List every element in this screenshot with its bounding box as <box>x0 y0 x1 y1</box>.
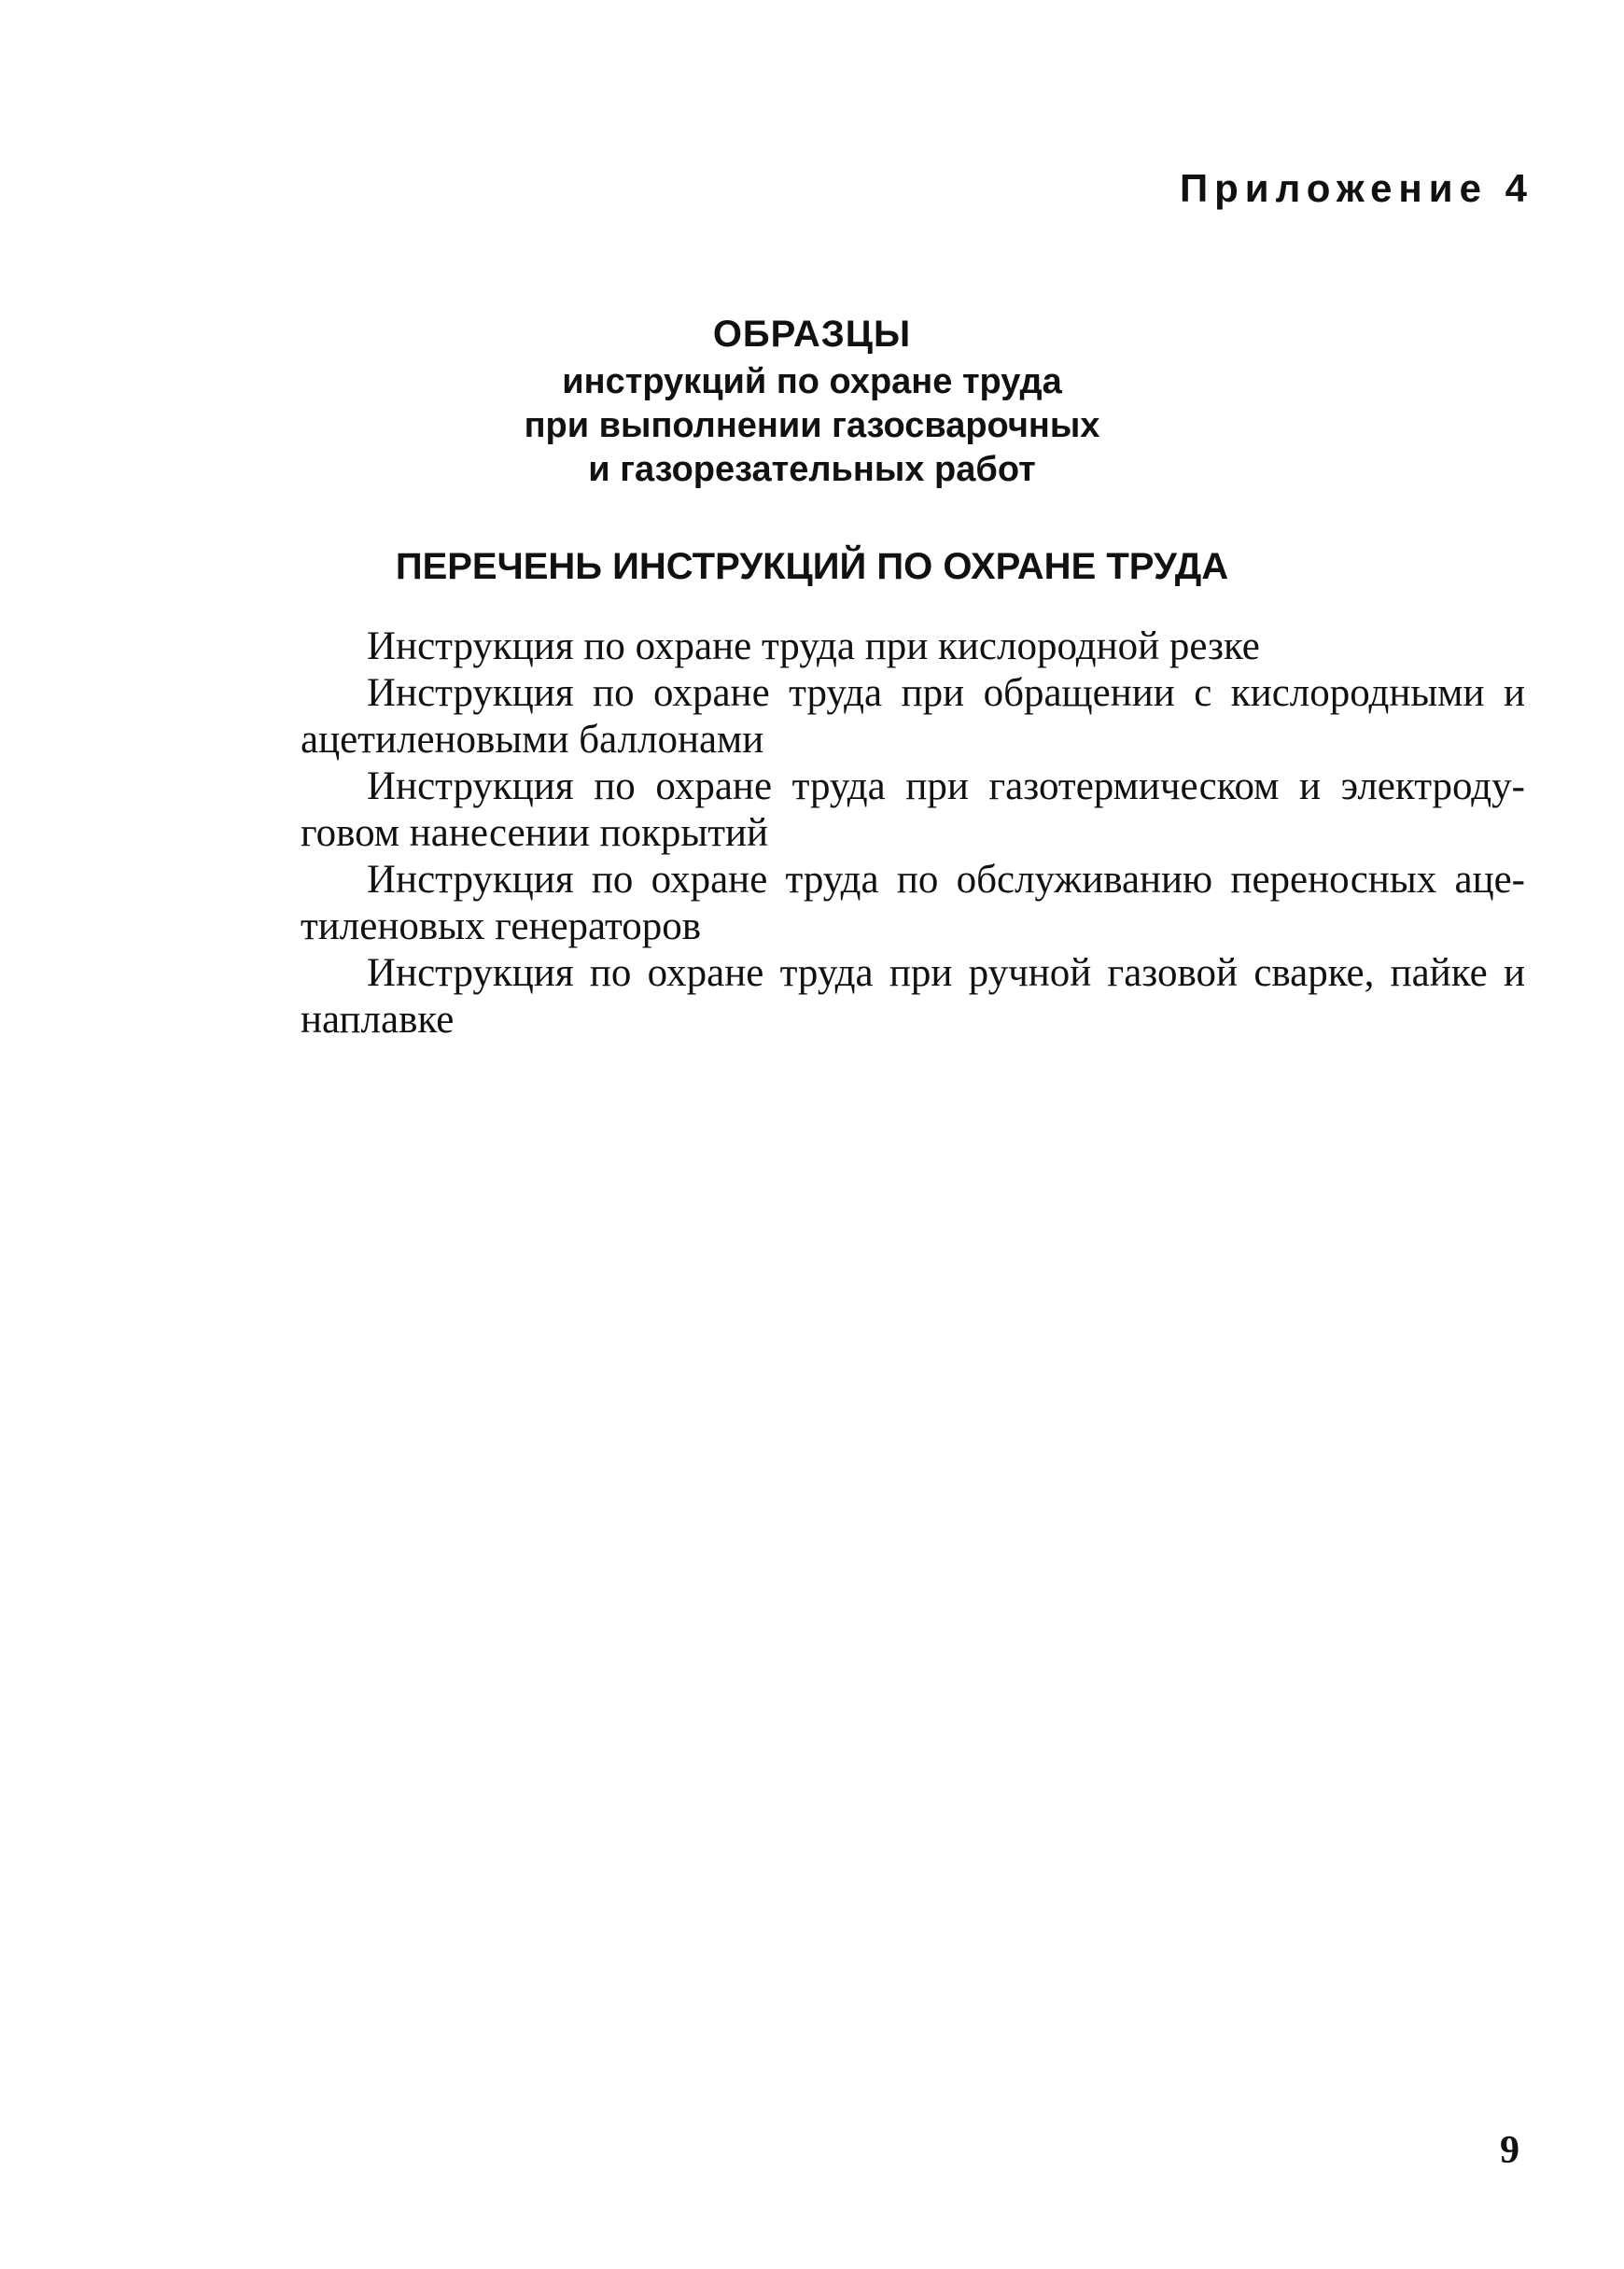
list-item: Инструкция по охране труда при ручной газовой сварке, пайке и наплавке <box>301 951 1525 1042</box>
instruction-list <box>301 623 1525 1043</box>
title-line: при выполнении газосварочных <box>524 406 1100 445</box>
list-heading: ПЕРЕЧЕНЬ ИНСТРУКЦИЙ ПО ОХРАНЕ ТРУДА <box>395 546 1229 587</box>
document-title <box>0 308 1624 492</box>
list-item: Инструкция по охране труда по обслуживанию переносных ацетиленовых генераторов <box>301 858 1525 948</box>
page-number: 9 <box>1500 2129 1519 2172</box>
list-item: Инструкция по охране труда при газотермическом и электродуговом нанесении покрытий <box>301 764 1525 855</box>
list-item: Инструкция по охране труда при кислородной резке <box>367 624 1260 668</box>
title-line: и газорезательных работ <box>588 450 1036 489</box>
list-item: Инструкция по охране труда при обращении с кислородными и ацетиленовыми баллонами <box>301 671 1525 762</box>
appendix-label: Приложение 4 <box>1179 166 1533 210</box>
title-main: ОБРАЗЦЫ <box>712 314 912 355</box>
title-line: инструкций по охране труда <box>562 362 1062 401</box>
